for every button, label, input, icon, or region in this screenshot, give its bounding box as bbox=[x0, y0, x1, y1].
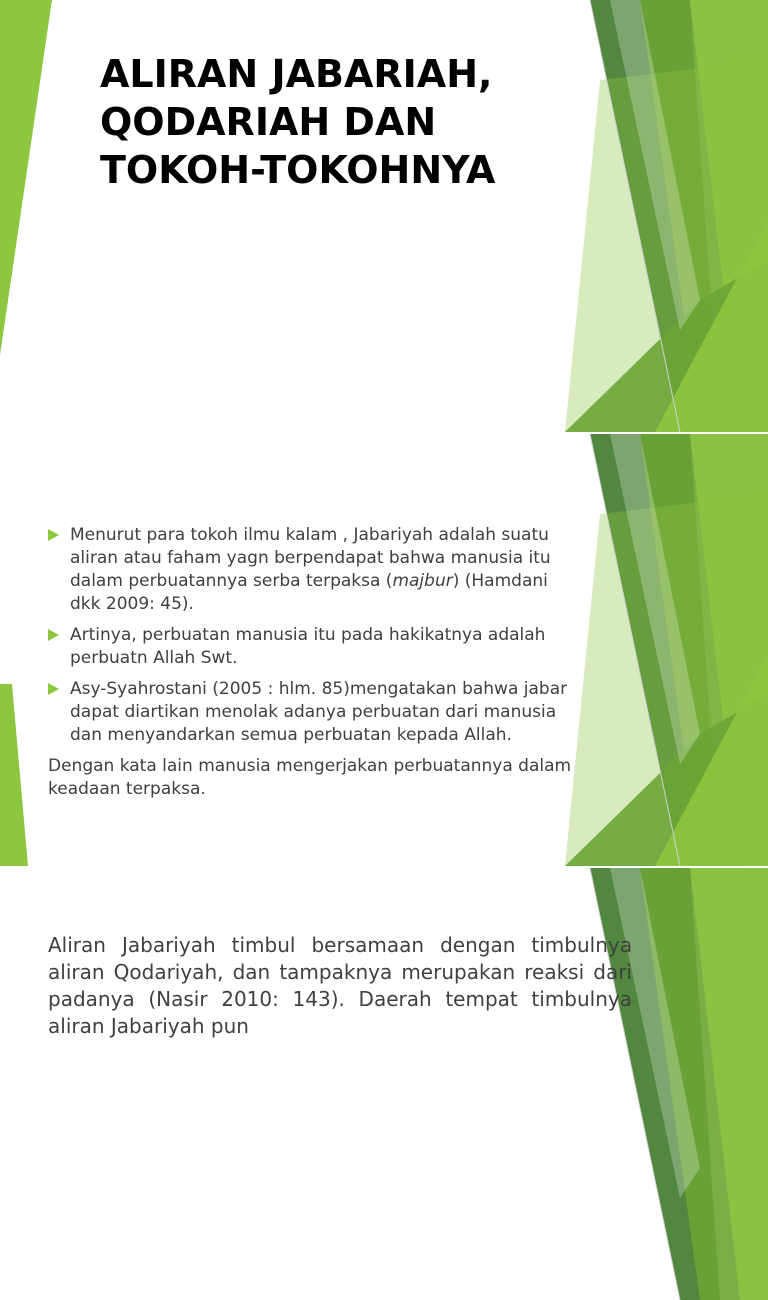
body-paragraph: Aliran Jabariyah timbul bersamaan dengan timbulnya aliran Qodariyah, dan tampaknya merupakan reaksi dari padanya (Nasir 2010: 143). Daerah tempat timbulnya aliran Jabariyah pun bbox=[48, 933, 632, 1038]
list-item: Artinya, perbuatan manusia itu pada hakikatnya adalah perbuatn Allah Swt. bbox=[48, 624, 580, 670]
title-line-2: QODARIAH DAN bbox=[100, 100, 437, 144]
arrow-bullet-icon bbox=[48, 529, 59, 541]
arrow-bullet-icon bbox=[48, 629, 59, 641]
arrow-bullet-icon bbox=[48, 683, 59, 695]
slide-origin bbox=[0, 868, 768, 1300]
list-item: Asy-Syahrostani (2005 : hlm. 85)mengatakan bahwa jabar dapat diartikan menolak adanya perbuatan dari manusia dan menyandarkan semua perbuatan kepada Allah. bbox=[48, 678, 580, 747]
slide-title bbox=[0, 0, 768, 432]
list-item: Menurut para tokoh ilmu kalam , Jabariyah adalah suatu aliran atau faham yagn berpendapat bahwa manusia itu dalam perbuatannya serba terpaksa (majbur) (Hamdani dkk 2009: 45). bbox=[48, 524, 580, 616]
title-line-1: ALIRAN JABARIAH, bbox=[100, 52, 493, 96]
title-line-3: TOKOH-TOKOHNYA bbox=[100, 148, 496, 192]
bullet-list bbox=[48, 524, 580, 809]
list-item-plain: Dengan kata lain manusia mengerjakan perbuatannya dalam keadaan terpaksa. bbox=[48, 756, 572, 799]
slide-title-heading bbox=[100, 50, 570, 194]
slide-definition bbox=[0, 434, 768, 866]
